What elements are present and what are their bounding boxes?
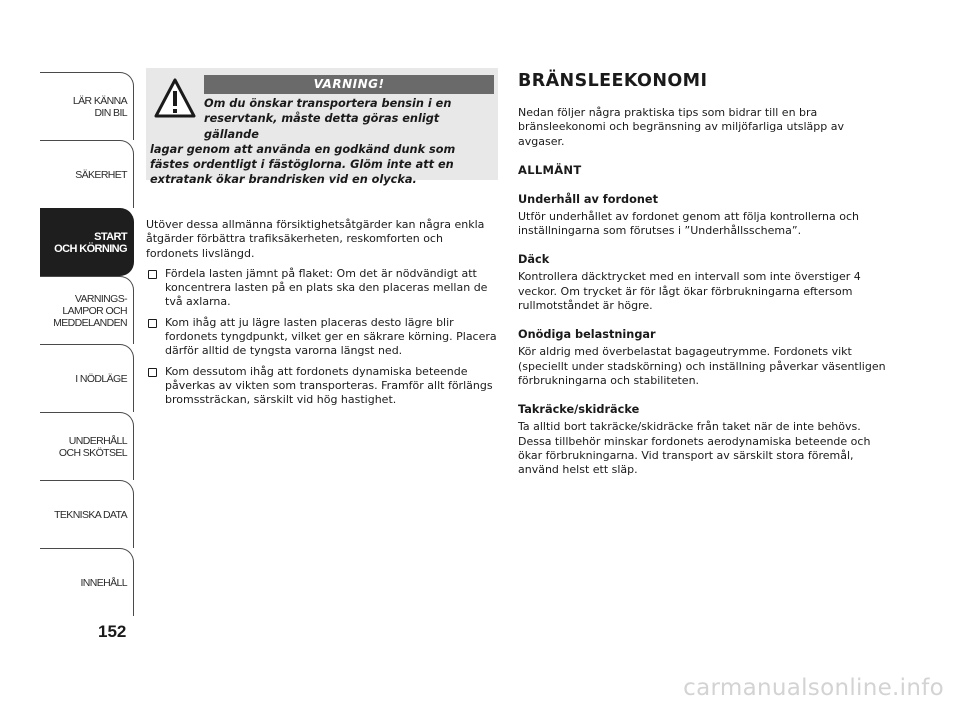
tab-innehall[interactable]: INNEHÅLL (40, 548, 134, 616)
list-item-text: Fördela lasten jämnt på flaket: Om det är nödvändigt att koncentrera lasten på en plats ska den placeras mellan de två axlarna. (165, 266, 488, 309)
warning-header: VARNING! (204, 75, 494, 94)
tab-sakerhet[interactable]: SÄKERHET (40, 140, 134, 208)
tips-list (146, 267, 498, 408)
subheading-roof-rack: Takräcke/skidräcke (518, 403, 640, 417)
warning-line-rest: lagar genom att använda en godkänd dunk som fästes ordentligt i fästöglorna. Glöm inte att en extratank ökar brandrisken vid en olycka. (150, 142, 456, 187)
tab-start-och-korning[interactable]: START OCH KÖRNING (40, 208, 134, 276)
page-number: 152 (98, 622, 127, 641)
left-column (146, 218, 498, 414)
tab-i-nodlage[interactable]: I NÖDLÄGE (40, 344, 134, 412)
checkbox-bullet-icon (148, 319, 157, 328)
warning-line-1: Om du önskar transportera bensin i en (204, 97, 452, 110)
page-title: BRÄNSLEEKONOMI (518, 71, 708, 91)
list-item-text: Kom ihåg att ju lägre lasten placeras desto lägre blir fordonets tyngdpunkt, vilket ger en säkrare körning. Placera därför alltid de tyngsta varorna längst ned. (165, 315, 497, 358)
tab-tekniska-data[interactable]: TEKNISKA DATA (40, 480, 134, 548)
right-column (518, 70, 888, 491)
tab-lar-kanna-din-bil[interactable]: LÄR KÄNNA DIN BIL (40, 72, 134, 140)
paragraph-roof-rack: Ta alltid bort takräcke/skidräcke från taket när de inte behövs. Dessa tillbehör minskar fordonets aerodynamiska beteende och ökar förbrukningarna. Vid transport av särskilt stora föremål, använd helst ett släp. (518, 420, 871, 477)
warning-text (150, 96, 496, 188)
subheading-maintenance: Underhåll av fordonet (518, 192, 658, 206)
tab-varningslampor[interactable]: VARNINGS- LAMPOR OCH MEDDELANDEN (40, 276, 134, 344)
subheading-tyres: Däck (518, 253, 550, 267)
list-item (146, 365, 498, 408)
paragraph-maintenance: Utför underhållet av fordonet genom att följa kontrollerna och inställningarna som förutses i ”Underhållsschema”. (518, 209, 859, 238)
warning-box (146, 68, 498, 187)
tab-underhall-och-skotsel[interactable]: UNDERHÅLL OCH SKÖTSEL (40, 412, 134, 480)
chapter-tabs (40, 72, 134, 616)
intro-paragraph: Utöver dessa allmänna försiktighetsåtgärder kan några enkla åtgärder förbättra trafiksäkerheten, reskomforten och fordonets livslängd. (146, 218, 485, 260)
checkbox-bullet-icon (148, 368, 157, 377)
checkbox-bullet-icon (148, 270, 157, 279)
subheading-loads: Onödiga belastningar (518, 328, 656, 342)
watermark: carmanualsonline.info (683, 675, 944, 701)
warning-line-2: reservtank, måste detta göras enligt gällande (204, 112, 440, 141)
list-item (146, 316, 498, 359)
paragraph-tyres: Kontrollera däcktrycket med en intervall som inte överstiger 4 veckor. Om trycket är för lågt ökar förbrukningarna eftersom rullmotståndet är högre. (518, 270, 861, 313)
section-heading: ALLMÄNT (518, 162, 582, 177)
paragraph-loads: Kör aldrig med överbelastat bagageutrymme. Fordonets vikt (speciellt under stadskörning) och inställning påverkar väsentligen förbrukningarna och stabiliteten. (518, 345, 886, 387)
fuel-economy-intro: Nedan följer några praktiska tips som bidrar till en bra bränsleekonomi och begränsning av miljöfarliga utsläpp av avgaser. (518, 106, 844, 148)
list-item-text: Kom dessutom ihåg att fordonets dynamiska beteende påverkas av vikten som transporteras. Framför allt förlängs bromssträckan, särskilt vid hög hastighet. (165, 364, 493, 407)
list-item (146, 267, 498, 310)
